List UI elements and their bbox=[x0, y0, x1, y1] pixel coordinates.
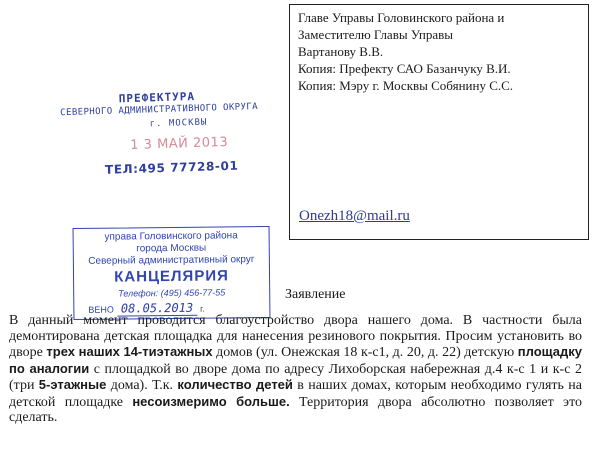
addressee-line: Вартанову В.В. bbox=[298, 44, 384, 59]
addressee-line: Главе Управы Головинского района и bbox=[298, 10, 505, 25]
chancellery-stamp-line: Северный административный округ bbox=[88, 254, 255, 267]
body-emphasis: 5-этажные bbox=[38, 377, 107, 392]
body-emphasis: несоизмеримо больше. bbox=[132, 393, 290, 409]
stamp-prefecture-date: 1 3 МАЙ 2013 bbox=[130, 134, 229, 154]
stamp-prefecture-title: ПРЕФЕКТУРА bbox=[118, 89, 196, 106]
chancellery-stamp-line: управа Головинского района bbox=[104, 230, 238, 243]
body-text: домов (ул. Онежская 18 к-с1, д. 20, д. 22) детскую bbox=[212, 345, 518, 360]
body-text: в наших домах, которым необходимо гулять на детской площадке bbox=[9, 378, 582, 410]
body-emphasis: количество детей bbox=[177, 377, 293, 392]
registration-prefix: ВЕНО bbox=[88, 304, 114, 315]
email-link[interactable]: Onezh18@mail.ru bbox=[299, 208, 410, 224]
addressee-line: Заместителю Главы Управы bbox=[298, 27, 453, 42]
chancellery-stamp-line: города Москвы bbox=[136, 242, 207, 255]
document-body bbox=[9, 313, 582, 426]
stamp-prefecture-tel: ТЕЛ:495 77728-01 bbox=[104, 158, 239, 177]
chancellery-stamp bbox=[73, 226, 271, 320]
body-emphasis: площадку по аналогии bbox=[9, 344, 582, 376]
document-title: Заявление bbox=[285, 287, 346, 302]
body-text: Территория двора абсолютно позволяет это сделать. bbox=[9, 394, 582, 425]
addressee-line: Копия: Мэру г. Москвы Собянину С.С. bbox=[298, 78, 514, 93]
stamp-prefecture-city: г. МОСКВЫ bbox=[149, 117, 208, 130]
chancellery-stamp-phone: Телефон: (495) 456-77-55 bbox=[118, 287, 226, 299]
body-text: В данный момент проводится благоустройство двора нашего дома. В частности была демонтирована детская площадка для нанесения резинового покрытия. Просим установить во дворе bbox=[9, 313, 582, 360]
addressee-line: Копия: Префекту САО Базанчуку В.И. bbox=[298, 61, 511, 76]
body-text: с площадкой во дворе дома по адресу Лихоборская набережная д.4 к-с 1 и к-с 2 (три bbox=[9, 361, 582, 393]
registration-number: 08.05.2013 bbox=[117, 301, 197, 317]
chancellery-stamp-name: КАНЦЕЛЯРИЯ bbox=[114, 267, 229, 286]
prefecture-stamp bbox=[54, 85, 272, 187]
registration-suffix: г. bbox=[200, 303, 205, 314]
body-text: дома). Т.к. bbox=[106, 378, 178, 393]
stamp-prefecture-district: СЕВЕРНОГО АДМИНИСТРАТИВНОГО ОКРУГА bbox=[60, 101, 259, 119]
body-emphasis: трех наших 14-тиэтажных bbox=[46, 344, 213, 359]
addressee-box bbox=[289, 4, 589, 240]
